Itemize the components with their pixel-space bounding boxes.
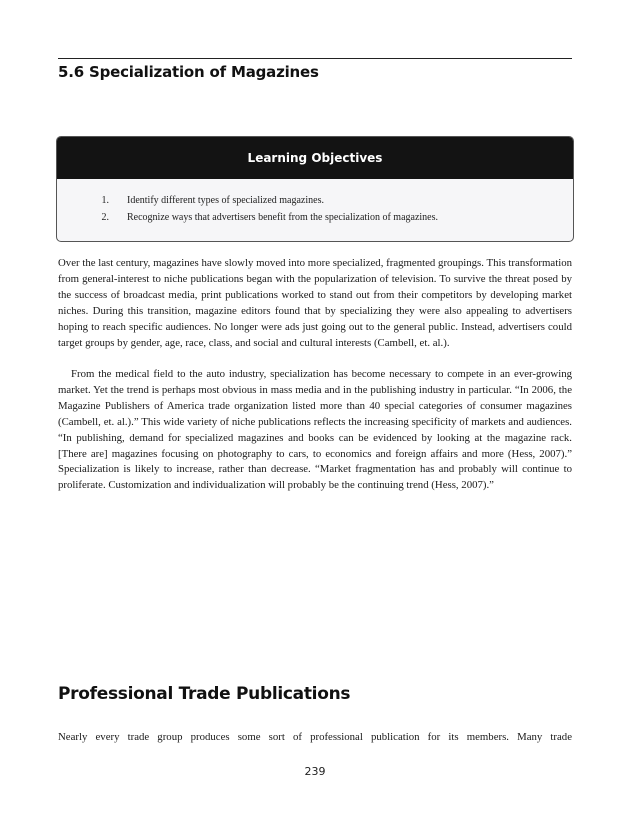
body-paragraph: From the medical field to the auto industry, specialization has become necessary to compete in an ever-growing market. Yet the trend is perhaps most obvious in mass media and in the publishing industry in particular. “In 2006, the Magazine Publishers of America trade organization listed more than 40 special categories of consumer magazines (Cambell, et. al.).” This wide variety of niche publications reflects the increasing specificity of markets and audiences. “In publishing, demand for specialized magazines and books can be evidenced by looking at the magazine rack. [There are] magazines focusing on photography to cars, to economics and foreign affairs and more (Hess, 2007).” Specialization is likely to increase, rather than decrease. “Market fragmentation has and probably will continue to proliferate. Customization and individualization will probably be the continuing trend (Hess, 2007).” [58,368,572,492]
objective-text: Identify different types of specialized magazines. [127,195,324,206]
learning-objectives-heading: Learning Objectives [57,137,573,179]
learning-objectives-box [56,136,574,242]
page-number: 239 [304,765,326,778]
learning-objectives-list [57,192,573,226]
subsection-paragraph: Nearly every trade group produces some sort of professional publication for its members. Many trade [58,731,572,743]
objective-number: 2. [101,212,109,223]
top-divider [58,58,572,59]
objective-text: Recognize ways that advertisers benefit from the specialization of magazines. [127,212,438,223]
objective-number: 1. [101,195,109,206]
body-paragraph: Over the last century, magazines have slowly moved into more specialized, fragmented groupings. This transformation from general-interest to niche publications began with the popularization of television. To survive the threat posed by the success of broadcast media, print publications worked to stand out from their competitors by developing market niches. During this transition, magazine editors found that by specializing they were also appealing to advertisers hoping to reach specific audiences. No longer were ads just going out to the general public. Instead, advertisers could target groups by gender, age, race, class, and social and cultural interests (Cambell, et. al.). [58,257,572,349]
objective-item [57,192,573,209]
objective-item [57,209,573,226]
section-title: 5.6 Specialization of Magazines [58,63,319,81]
subsection-heading: Professional Trade Publications [58,684,351,704]
